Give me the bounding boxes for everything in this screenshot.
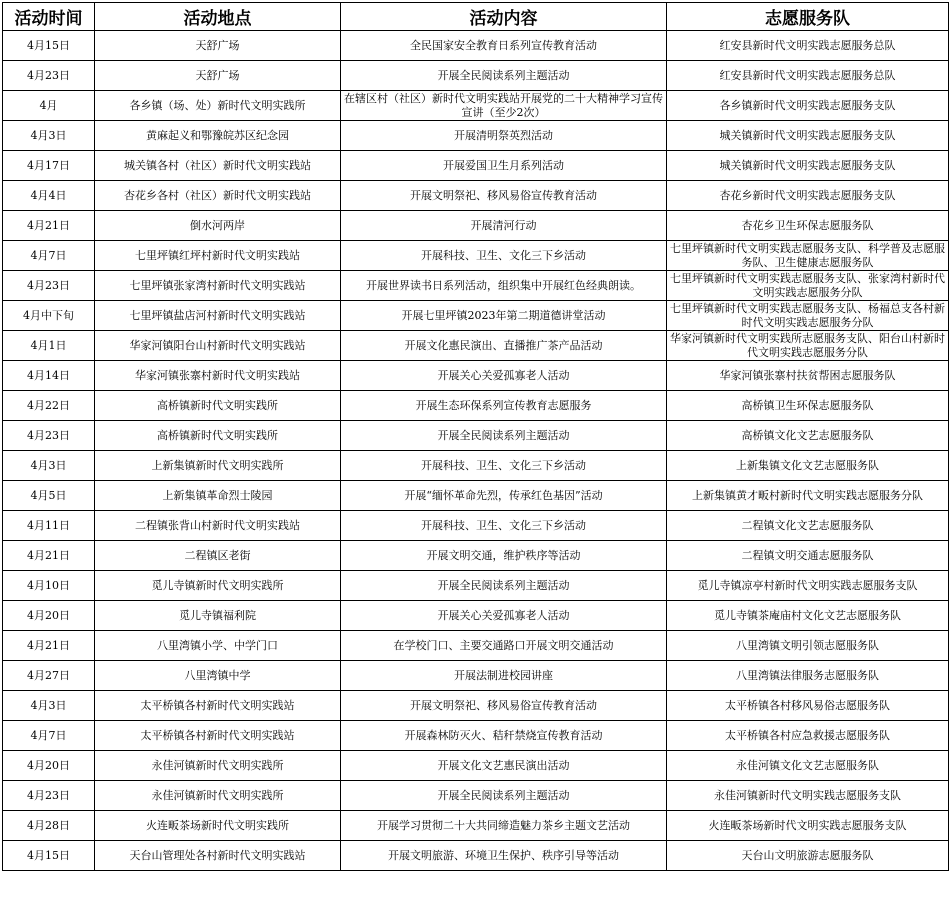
cell-place: 太平桥镇各村新时代文明实践站 <box>95 691 341 721</box>
cell-team: 杏花乡新时代文明实践志愿服务支队 <box>667 181 949 211</box>
cell-place: 上新集镇新时代文明实践所 <box>95 451 341 481</box>
table-row <box>3 301 949 331</box>
cell-time: 4月21日 <box>3 211 95 241</box>
table-row <box>3 361 949 391</box>
cell-team: 高桥镇卫生环保志愿服务队 <box>667 391 949 421</box>
table-row <box>3 61 949 91</box>
cell-content: 开展清明祭英烈活动 <box>341 121 667 151</box>
cell-content: 开展爱国卫生月系列活动 <box>341 151 667 181</box>
cell-content: 开展学习贯彻二十大共同缔造魅力茶乡主题文艺活动 <box>341 811 667 841</box>
cell-content: 在辖区村（社区）新时代文明实践站开展党的二十大精神学习宣传宣讲（至少2次） <box>341 91 667 121</box>
table-row <box>3 151 949 181</box>
cell-time: 4月21日 <box>3 541 95 571</box>
cell-content: 开展全民阅读系列主题活动 <box>341 571 667 601</box>
cell-team: 红安县新时代文明实践志愿服务总队 <box>667 61 949 91</box>
table-row <box>3 661 949 691</box>
cell-time: 4月15日 <box>3 841 95 871</box>
cell-place: 七里坪镇红坪村新时代文明实践站 <box>95 241 341 271</box>
table-row <box>3 331 949 361</box>
cell-content: 开展文化惠民演出、直播推广茶产品活动 <box>341 331 667 361</box>
cell-content: 全民国家安全教育日系列宣传教育活动 <box>341 31 667 61</box>
cell-time: 4月20日 <box>3 601 95 631</box>
cell-time: 4月15日 <box>3 31 95 61</box>
cell-place: 城关镇各村（社区）新时代文明实践站 <box>95 151 341 181</box>
table-row <box>3 391 949 421</box>
table-row <box>3 241 949 271</box>
cell-content: 开展文明祭祀、移风易俗宣传教育活动 <box>341 691 667 721</box>
cell-place: 永佳河镇新时代文明实践所 <box>95 781 341 811</box>
cell-place: 高桥镇新时代文明实践所 <box>95 391 341 421</box>
cell-team: 城关镇新时代文明实践志愿服务支队 <box>667 121 949 151</box>
cell-team: 太平桥镇各村应急救援志愿服务队 <box>667 721 949 751</box>
cell-team: 永佳河镇新时代文明实践志愿服务支队 <box>667 781 949 811</box>
activity-schedule-table <box>2 2 949 871</box>
cell-team: 华家河镇新时代文明实践所志愿服务支队、阳台山村新时代文明实践志愿服务分队 <box>667 331 949 361</box>
cell-time: 4月22日 <box>3 391 95 421</box>
cell-team: 八里湾镇法律服务志愿服务队 <box>667 661 949 691</box>
cell-team: 二程镇文化文艺志愿服务队 <box>667 511 949 541</box>
table-row <box>3 421 949 451</box>
cell-place: 七里坪镇盐店河村新时代文明实践站 <box>95 301 341 331</box>
cell-time: 4月 <box>3 91 95 121</box>
cell-time: 4月23日 <box>3 781 95 811</box>
cell-time: 4月7日 <box>3 241 95 271</box>
cell-time: 4月17日 <box>3 151 95 181</box>
cell-team: 八里湾镇文明引领志愿服务队 <box>667 631 949 661</box>
cell-content: 开展森林防灭火、秸秆禁烧宣传教育活动 <box>341 721 667 751</box>
cell-team: 永佳河镇文化文艺志愿服务队 <box>667 751 949 781</box>
table-row <box>3 571 949 601</box>
cell-place: 天舒广场 <box>95 31 341 61</box>
cell-content: 开展七里坪镇2023年第二期道德讲堂活动 <box>341 301 667 331</box>
cell-time: 4月1日 <box>3 331 95 361</box>
cell-content: 开展文明旅游、环境卫生保护、秩序引导等活动 <box>341 841 667 871</box>
cell-team: 天台山文明旅游志愿服务队 <box>667 841 949 871</box>
cell-content: 开展文明祭祀、移风易俗宣传教育活动 <box>341 181 667 211</box>
cell-time: 4月3日 <box>3 451 95 481</box>
cell-time: 4月4日 <box>3 181 95 211</box>
cell-place: 华家河镇阳台山村新时代文明实践站 <box>95 331 341 361</box>
table-row <box>3 721 949 751</box>
cell-place: 黄麻起义和鄂豫皖苏区纪念园 <box>95 121 341 151</box>
cell-place: 二程镇张背山村新时代文明实践站 <box>95 511 341 541</box>
cell-time: 4月3日 <box>3 691 95 721</box>
cell-time: 4月11日 <box>3 511 95 541</box>
table-row <box>3 781 949 811</box>
header-time: 活动时间 <box>3 3 95 31</box>
table-row <box>3 181 949 211</box>
cell-content: 开展法制进校园讲座 <box>341 661 667 691</box>
cell-team: 七里坪镇新时代文明实践志愿服务支队、张家湾村新时代文明实践志愿服务分队 <box>667 271 949 301</box>
cell-place: 倒水河两岸 <box>95 211 341 241</box>
table-row <box>3 91 949 121</box>
cell-content: 开展文明交通，维护秩序等活动 <box>341 541 667 571</box>
cell-team: 太平桥镇各村移风易俗志愿服务队 <box>667 691 949 721</box>
table-row <box>3 841 949 871</box>
cell-time: 4月中下旬 <box>3 301 95 331</box>
cell-place: 上新集镇革命烈士陵园 <box>95 481 341 511</box>
cell-time: 4月27日 <box>3 661 95 691</box>
cell-place: 二程镇区老街 <box>95 541 341 571</box>
table-body <box>3 31 949 871</box>
cell-content: 开展科技、卫生、文化三下乡活动 <box>341 241 667 271</box>
cell-team: 高桥镇文化文艺志愿服务队 <box>667 421 949 451</box>
cell-time: 4月28日 <box>3 811 95 841</box>
cell-place: 各乡镇（场、处）新时代文明实践所 <box>95 91 341 121</box>
cell-content: 开展科技、卫生、文化三下乡活动 <box>341 451 667 481</box>
cell-place: 觅儿寺镇福利院 <box>95 601 341 631</box>
table-row <box>3 211 949 241</box>
cell-content: 开展世界读书日系列活动，组织集中开展红色经典朗读。 <box>341 271 667 301</box>
cell-team: 二程镇文明交通志愿服务队 <box>667 541 949 571</box>
table-row <box>3 601 949 631</box>
cell-team: 红安县新时代文明实践志愿服务总队 <box>667 31 949 61</box>
table-row <box>3 631 949 661</box>
cell-place: 天舒广场 <box>95 61 341 91</box>
cell-content: 开展清河行动 <box>341 211 667 241</box>
cell-team: 七里坪镇新时代文明实践志愿服务支队、杨福总支各村新时代文明实践志愿服务分队 <box>667 301 949 331</box>
cell-content: 开展关心关爱孤寡老人活动 <box>341 361 667 391</box>
cell-time: 4月23日 <box>3 61 95 91</box>
cell-team: 上新集镇黄才畈村新时代文明实践志愿服务分队 <box>667 481 949 511</box>
table-row <box>3 121 949 151</box>
cell-place: 华家河镇张寨村新时代文明实践站 <box>95 361 341 391</box>
cell-content: 开展全民阅读系列主题活动 <box>341 421 667 451</box>
cell-time: 4月3日 <box>3 121 95 151</box>
cell-team: 觅儿寺镇凉亭村新时代文明实践志愿服务支队 <box>667 571 949 601</box>
cell-place: 七里坪镇张家湾村新时代文明实践站 <box>95 271 341 301</box>
cell-time: 4月5日 <box>3 481 95 511</box>
cell-content: 开展“缅怀革命先烈，传承红色基因”活动 <box>341 481 667 511</box>
cell-team: 七里坪镇新时代文明实践志愿服务支队、科学普及志愿服务队、卫生健康志愿服务队 <box>667 241 949 271</box>
table-header-row <box>3 3 949 31</box>
table-row <box>3 481 949 511</box>
cell-place: 八里湾镇小学、中学门口 <box>95 631 341 661</box>
cell-content: 开展文化文艺惠民演出活动 <box>341 751 667 781</box>
table-row <box>3 31 949 61</box>
header-place: 活动地点 <box>95 3 341 31</box>
header-team: 志愿服务队 <box>667 3 949 31</box>
cell-team: 杏花乡卫生环保志愿服务队 <box>667 211 949 241</box>
header-content: 活动内容 <box>341 3 667 31</box>
table-row <box>3 271 949 301</box>
cell-team: 华家河镇张寨村扶贫帮困志愿服务队 <box>667 361 949 391</box>
table-row <box>3 691 949 721</box>
table-row <box>3 811 949 841</box>
table-row <box>3 751 949 781</box>
cell-time: 4月7日 <box>3 721 95 751</box>
cell-place: 高桥镇新时代文明实践所 <box>95 421 341 451</box>
cell-place: 八里湾镇中学 <box>95 661 341 691</box>
cell-time: 4月23日 <box>3 421 95 451</box>
cell-place: 永佳河镇新时代文明实践所 <box>95 751 341 781</box>
cell-time: 4月20日 <box>3 751 95 781</box>
cell-place: 火连畈茶场新时代文明实践所 <box>95 811 341 841</box>
cell-team: 觅儿寺镇茶庵庙村文化文艺志愿服务队 <box>667 601 949 631</box>
cell-time: 4月10日 <box>3 571 95 601</box>
cell-content: 开展全民阅读系列主题活动 <box>341 61 667 91</box>
cell-team: 火连畈茶场新时代文明实践志愿服务支队 <box>667 811 949 841</box>
cell-team: 各乡镇新时代文明实践志愿服务支队 <box>667 91 949 121</box>
table-row <box>3 511 949 541</box>
cell-content: 开展生态环保系列宣传教育志愿服务 <box>341 391 667 421</box>
cell-time: 4月23日 <box>3 271 95 301</box>
table-row <box>3 541 949 571</box>
cell-team: 上新集镇文化文艺志愿服务队 <box>667 451 949 481</box>
cell-content: 开展全民阅读系列主题活动 <box>341 781 667 811</box>
cell-content: 开展科技、卫生、文化三下乡活动 <box>341 511 667 541</box>
cell-time: 4月14日 <box>3 361 95 391</box>
cell-content: 开展关心关爱孤寡老人活动 <box>341 601 667 631</box>
cell-team: 城关镇新时代文明实践志愿服务支队 <box>667 151 949 181</box>
cell-place: 杏花乡各村（社区）新时代文明实践站 <box>95 181 341 211</box>
cell-time: 4月21日 <box>3 631 95 661</box>
table-row <box>3 451 949 481</box>
cell-place: 天台山管理处各村新时代文明实践站 <box>95 841 341 871</box>
cell-place: 太平桥镇各村新时代文明实践站 <box>95 721 341 751</box>
cell-content: 在学校门口、主要交通路口开展文明交通活动 <box>341 631 667 661</box>
cell-place: 觅儿寺镇新时代文明实践所 <box>95 571 341 601</box>
